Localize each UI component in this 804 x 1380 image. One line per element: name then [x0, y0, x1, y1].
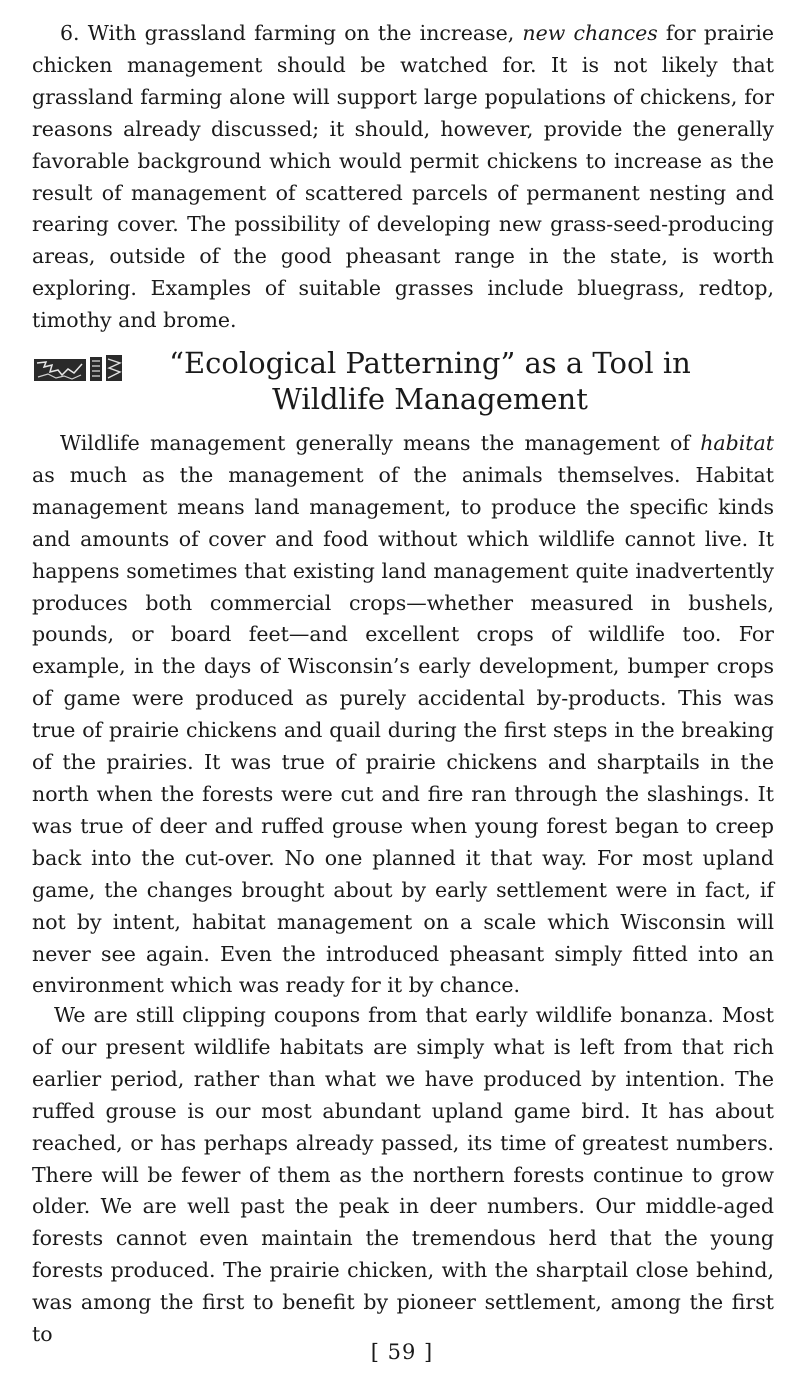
paragraph-lead: 6. With grassland farming on the increase, — [60, 21, 523, 45]
section-heading — [130, 345, 730, 417]
paragraph-grassland-farming — [32, 18, 774, 337]
paragraph-body: for prairie chicken management should be watched for. It is not likely that grassland farming alone will support large populations of chickens, for reasons already discussed; it should, however, provide the generally favorable background which would permit chickens to increase as the result of management of scattered parcels of permanent nesting and rearing cover. The possibility of developing new grass-seed-producing areas, outside of the good pheasant range in the state, is worth exploring. Examples of suitable grasses include bluegrass, redtop, timothy and brome. — [32, 21, 775, 333]
section-heading-block — [30, 345, 774, 425]
emphasis-new-chances: new chances — [522, 21, 658, 45]
page-number: [ 59 ] — [370, 1340, 434, 1364]
heading-line-1: “Ecological Patterning” as a Tool in — [169, 346, 691, 380]
paragraph-lead: Wildlife management generally means the management of — [60, 431, 701, 455]
paragraph-clipping-coupons: We are still clipping coupons from that early wildlife bonanza. Most of our present wildlife habitats are simply what is left from that rich earlier period, rather than what we have produced by intention. The ruffed grouse is our most abundant upland game bird. It has about reached, or has perhaps already passed, its time of greatest numbers. There will be fewer of them as the northern forests continue to grow older. We are well past the peak in deer numbers. Our middle-aged forests cannot even maintain the tremendous herd that the young forests produced. The prairie chicken, with the sharptail close behind, was among the first to benefit by pioneer settlement, among the first to — [32, 1003, 774, 1347]
decorative-woodcut-ornament-icon — [34, 353, 130, 383]
emphasis-habitat: habitat — [700, 431, 774, 455]
heading-line-2: Wildlife Management — [272, 382, 588, 416]
paragraph-body: as much as the management of the animals themselves. Habitat management means land management, to produce the specific kinds and amounts of cover and food without which wildlife cannot live. It happens sometimes that existing land management quite inadvertently produces both commercial crops—whether measured in bushels, pounds, or board feet—and excellent crops of wildlife too. For example, in the days of Wisconsin’s early development, bumper crops of game were produced as purely accidental by-products. This was true of prairie chickens and quail during the first steps in the breaking of the prairies. It was true of prairie chickens and sharptails in the north when the forests were cut and fire ran through the slashings. It was true of deer and ruffed grouse when young forest began to creep back into the cut-over. No one planned it that way. For most upland game, the changes brought about by early settlement were in fact, if not by intent, habitat management on a scale which Wisconsin will never see again. Even the introduced pheasant simply fitted into an environment which was ready for it by chance. — [32, 462, 774, 998]
paragraph-wildlife-management — [32, 428, 774, 1002]
